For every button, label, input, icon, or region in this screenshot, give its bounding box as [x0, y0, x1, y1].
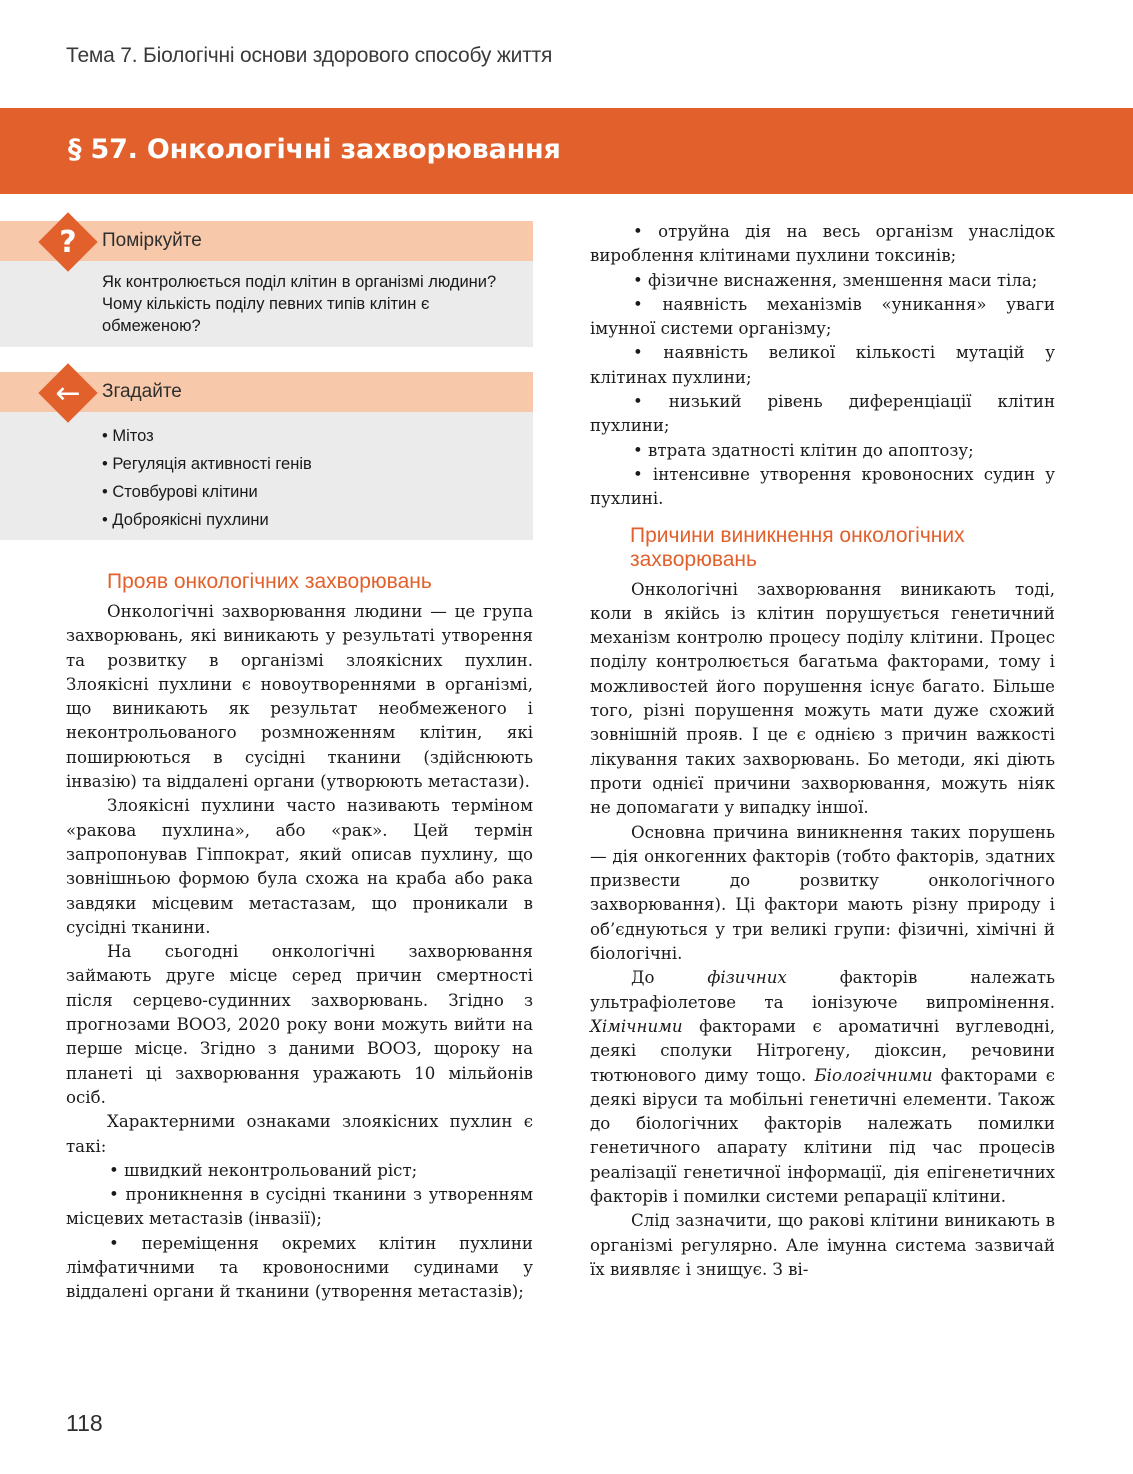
emphasis-chemical: Хімічними: [590, 1016, 683, 1036]
question-icon: ?: [59, 224, 77, 260]
bullet-item: • отруйна дія на весь організм унаслідок вироблення клітинами пухлини токсинів;: [590, 222, 1055, 266]
bullet-item: • фізичне виснаження, зменшення маси тіла;: [633, 270, 1038, 290]
paragraph: Онкологічні захворювання виникають тоді, коли в якійсь із клітин порушується генетичний механізм контролю процесу поділу клітини. Процес поділу контролюється багатьма факторами, тому і можливостей його порушення існує багато. Більше того, різні порушення можуть мати дуже схожий зовнішній прояв. І це є однією з причин важкості лікування таких захворювань. Бо методи, які діють проти однієї причини захворювання, можуть ніяк не допомагати у випадку іншої.: [590, 579, 1055, 818]
arrow-left-icon: ←: [55, 375, 81, 411]
paragraph: Слід зазначити, що ракові клітини виникають в організмі регулярно. Але імунна система зазвичай їх виявляє і знищує. З ві-: [590, 1211, 1055, 1279]
list-item: • Доброякісні пухлини: [102, 511, 269, 529]
think-box: [0, 221, 533, 347]
paragraph: На сьогодні онкологічні захворювання займають друге місце серед причин смертності після серцево-судинних захворювань. Згідно з прогнозами ВООЗ, 2020 року вони можуть вийти на перше місце. Згідно з даними ВООЗ, щороку на планеті ці захворювання уражають 10 мільйонів осіб.: [66, 942, 533, 1107]
section-heading-manifestation: Прояв онкологічних захворювань: [107, 570, 432, 593]
text-run: факторами є деякі віруси та мобільні генетичні елементи. Також до біологічних факторів належать помилки генетичного апарату клітини під час процесів реалізації генетичної інформації, дія епігенетичних факторів і помилки системи репарації клітини.: [590, 1065, 1055, 1206]
think-box-label: Поміркуйте: [102, 230, 202, 251]
list-item: • Стовбурові клітини: [102, 483, 258, 501]
bullet-item: • наявність великої кількості мутацій у клітинах пухлини;: [590, 343, 1055, 387]
text-run: факторами є ароматичні вуглеводні, деякі сполуки Нітрогену, діоксин, речовини тютюнового диму тощо.: [590, 1016, 1055, 1085]
left-column: [66, 570, 533, 1305]
list-item: • Мітоз: [102, 427, 154, 445]
title-band: [0, 108, 1133, 194]
paragraph: Злоякісні пухлини часто називають терміном «ракова пухлина», або «рак». Цей термін запропонував Гіппократ, який описав пухлину, що зовнішньою формою була схожа на краба або рака завдяки місцевим метастазам, що проникали в сусідні тканини.: [66, 796, 533, 937]
text-run: До: [631, 968, 708, 988]
recall-box: [0, 372, 533, 540]
paragraph: Основна причина виникнення таких порушень — дія онкогенних факторів (тобто факторів, здатних призвести до розвитку онкологічного захворювання). Ці фактори мають різну природу і об’єднуються у три великі групи: фізичні, хімічні й біологічні.: [590, 822, 1055, 964]
section-heading-causes: Причини виникнення онкологічних захворювань: [630, 523, 965, 571]
right-column: [590, 220, 1055, 1282]
recall-box-label: Згадайте: [102, 381, 182, 402]
paragraph-factors: [590, 966, 1055, 1209]
bullet-item: • інтенсивне утворення кровоносних судин у пухлині.: [590, 464, 1055, 509]
page-title: § 57. Онкологічні захворювання: [68, 134, 561, 165]
recall-box-header: [0, 372, 533, 412]
list-item: • Регуляція активності генів: [102, 455, 312, 473]
recall-list: [102, 422, 312, 534]
bullet-item: • швидкий неконтрольований ріст;: [109, 1160, 418, 1180]
text-run: факторів належать ультрафіолетове та іонізуюче випромінення.: [590, 968, 1055, 1012]
bullet-item: • переміщення окремих клітин пухлини лімфатичними та кровоносними судинами у віддалені органи й тканини (утворення метастазів);: [66, 1233, 533, 1302]
emphasis-biological: Біологічними: [814, 1065, 933, 1085]
paragraph: Характерними ознаками злоякісних пухлин є такі:: [66, 1112, 533, 1156]
emphasis-physical: фізичних: [707, 968, 787, 988]
running-head: Тема 7. Біологічні основи здорового способу життя: [66, 44, 553, 67]
page-number: 118: [66, 1410, 103, 1436]
bullet-item: • низький рівень диференціації клітин пухлини;: [590, 392, 1055, 436]
think-box-header: [0, 221, 533, 261]
bullet-item: • наявність механізмів «уникання» уваги імунної системи організму;: [590, 294, 1055, 339]
think-box-text: Як контролюється поділ клітин в організмі людини? Чому кількість поділу певних типів клітин є обмеженою?: [102, 273, 497, 335]
paragraph: Онкологічні захворювання людини — це група захворювань, які виникають у результаті утворення та розвитку в організмі злоякісних пухлин. Злоякісні пухлини є новоутвореннями в організмі, що виникають як результат необмеженого і неконтрольованого розмноженням клітин, які поширюються в сусідні тканини (здійснюють інвазію) та віддалені органи (утворюють метастази).: [66, 602, 533, 792]
bullet-item: • проникнення в сусідні тканини з утворенням місцевих метастазів (інвазії);: [66, 1185, 533, 1229]
bullet-item: • втрата здатності клітин до апоптозу;: [633, 440, 974, 460]
